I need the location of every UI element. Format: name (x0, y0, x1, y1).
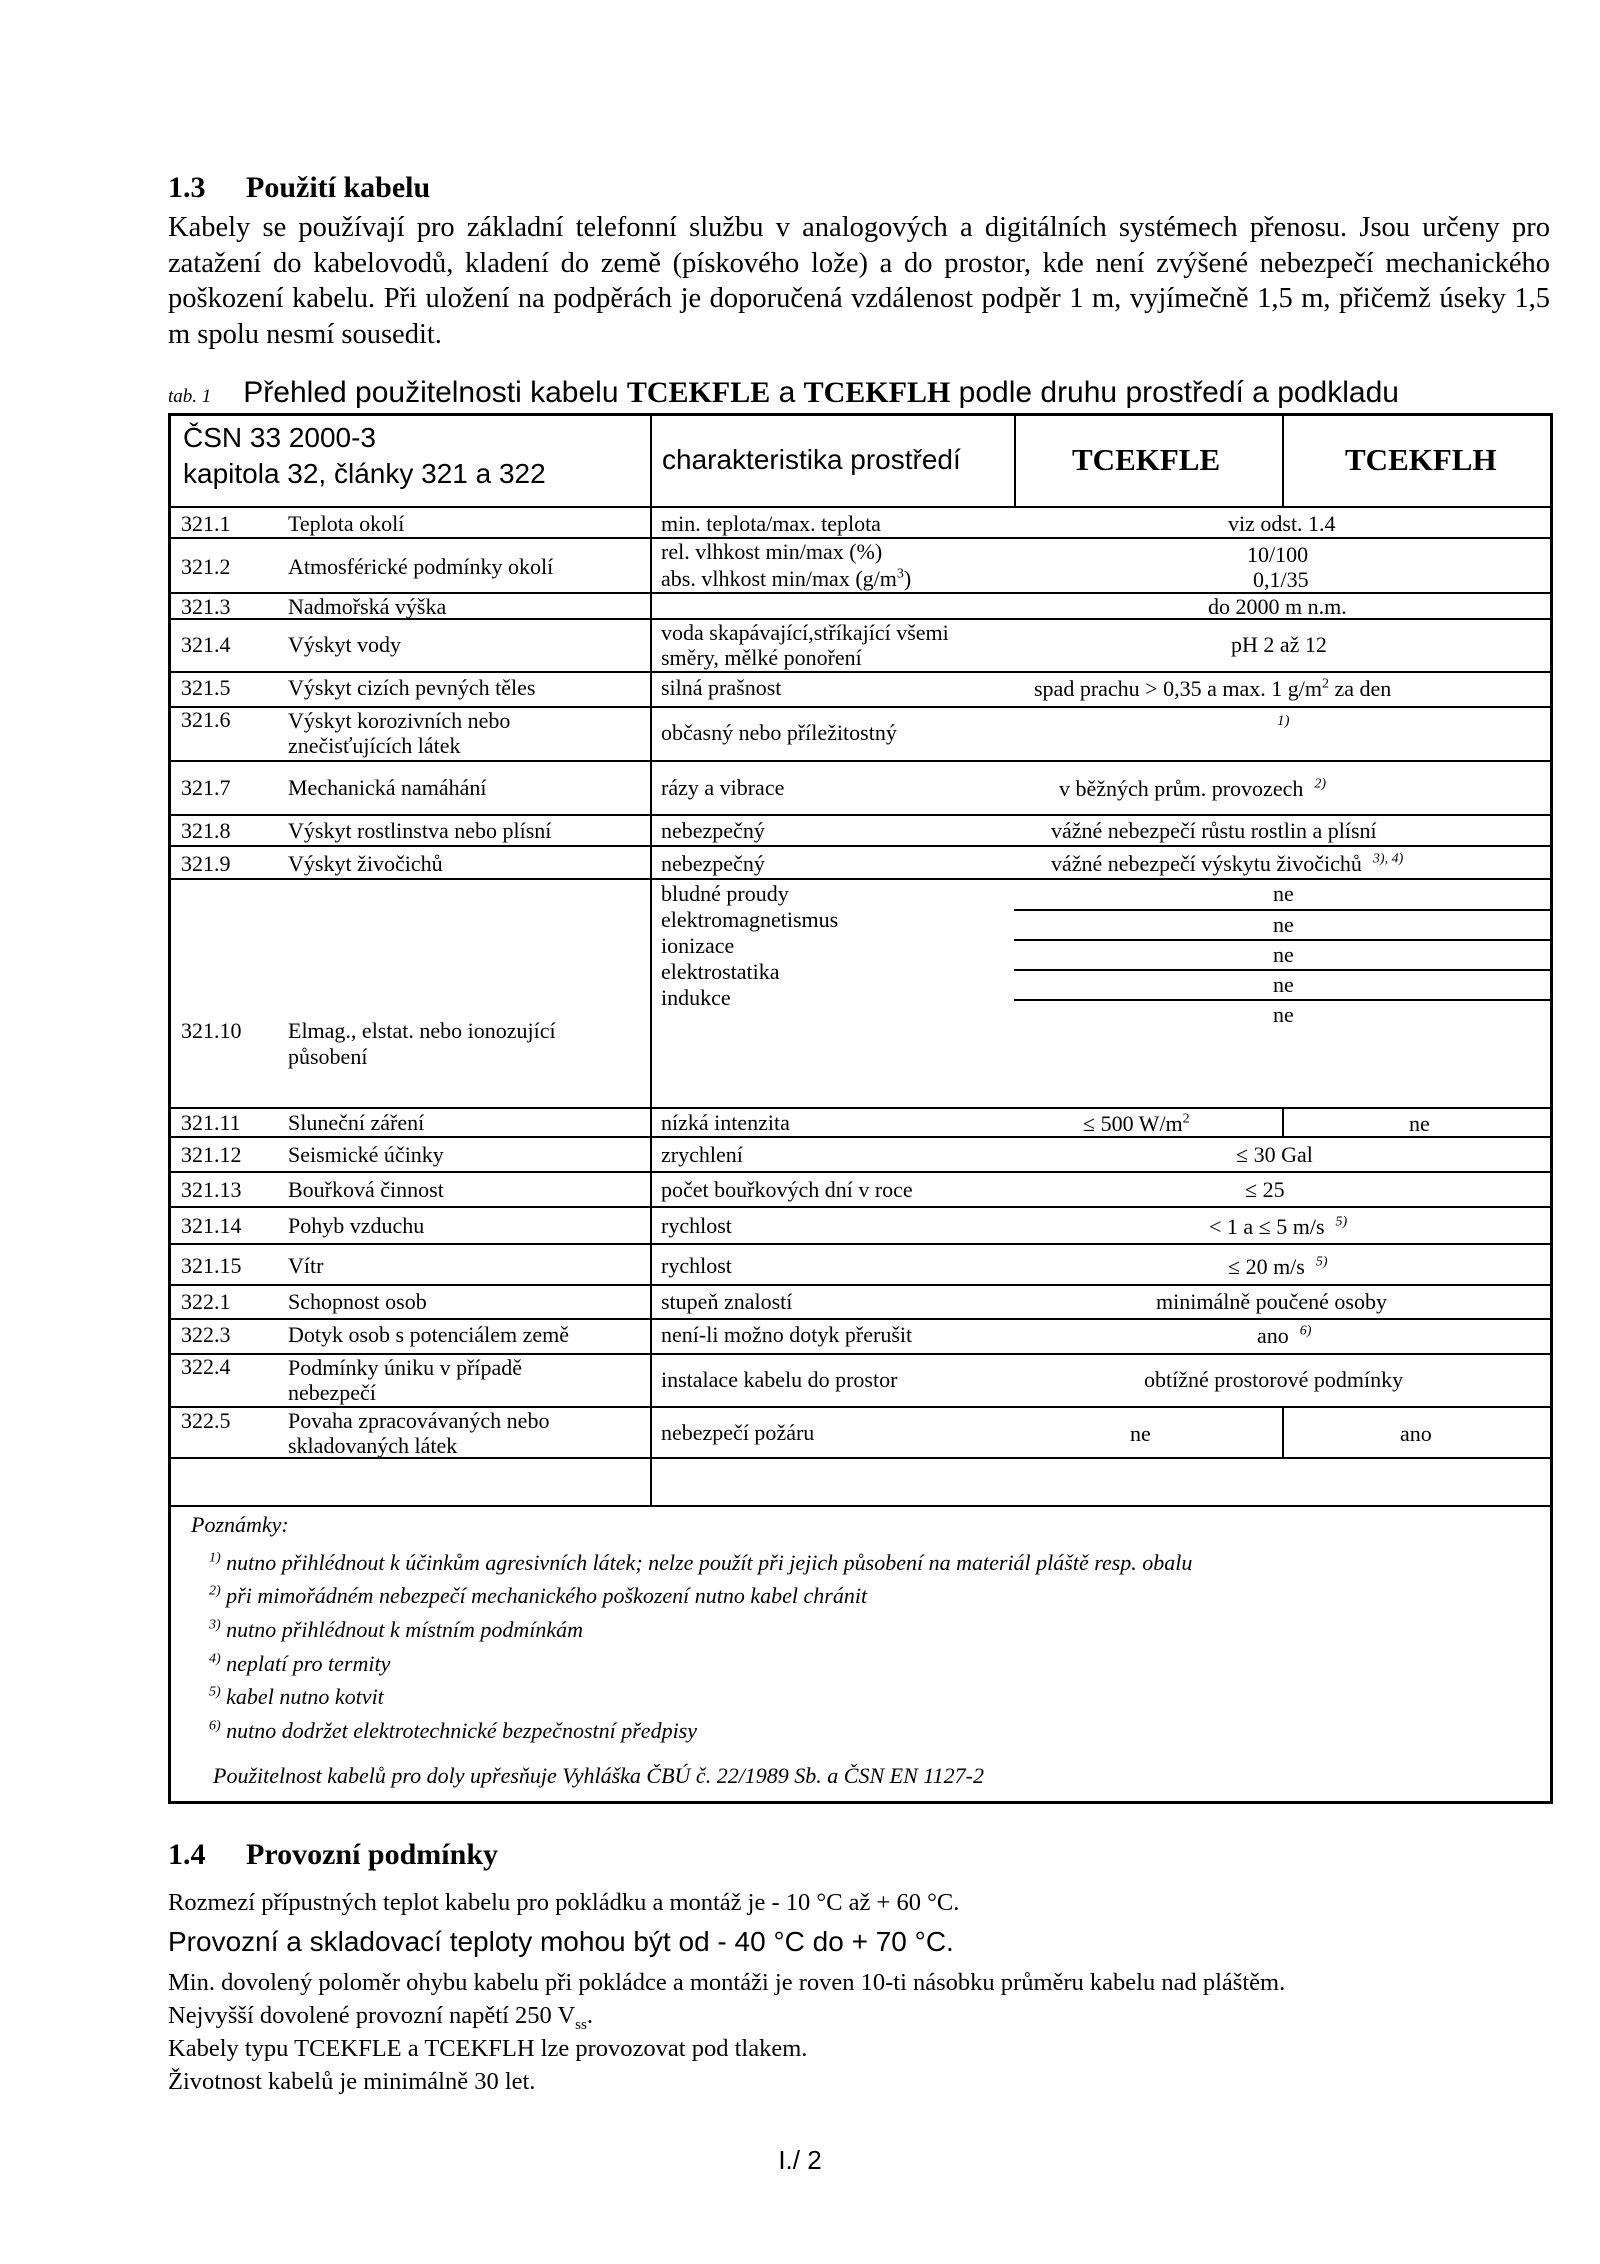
row-characteristic: rychlost (661, 1253, 732, 1278)
row-characteristic-item: indukce (661, 985, 731, 1010)
row-code: 321.13 (181, 1177, 242, 1202)
caption-text-end: podle druhu prostředí a podkladu (950, 376, 1399, 409)
row-characteristic: instalace kabelu do prostor (661, 1367, 898, 1392)
paragraph-temperature-operating: Provozní a skladovací teploty mohou být od - 40 °C do + 70 °C. (168, 1926, 954, 1957)
row-characteristic: nebezpečný (661, 818, 765, 843)
row-code: 321.3 (181, 594, 231, 619)
row-name-b: skladovaných látek (288, 1433, 458, 1458)
row-code: 321.5 (181, 675, 231, 700)
row-name: Teplota okolí (288, 511, 405, 536)
row-value: ≤ 25 (1245, 1177, 1285, 1202)
row-value-a: 10/100 (1247, 542, 1309, 567)
row-value: v běžných prům. provozech $^{2)}$ (1059, 776, 1327, 801)
row-value: viz odst. 1.4 (1228, 511, 1336, 536)
paragraph-temperature-install: Rozmezí přípustných teplot kabelu pro pokládku a montáž je - 10 °C až + 60 °C. (168, 1889, 960, 1916)
row-value-item: ne (1273, 881, 1294, 906)
row-name: Bouřková činnost (288, 1177, 444, 1202)
row-value-footnote: 1) (1277, 713, 1290, 729)
usage-table (168, 413, 1553, 1804)
row-value-tcekflh: ano (1400, 1421, 1432, 1446)
row-name-b: nebezpečí (288, 1380, 376, 1405)
row-name-a: Podmínky úniku v případě (288, 1355, 523, 1380)
header-tcekfle: TCEKFLE (1072, 442, 1221, 477)
row-code: 321.1 (181, 511, 231, 536)
paragraph-bend-radius: Min. dovolený poloměr ohybu kabelu při pokládce a montáži je roven 10-ti násobku průměru kabelu nad pláštěm. (168, 1969, 1286, 1996)
section-heading-1-3 (168, 170, 430, 206)
row-name: Vítr (288, 1253, 324, 1278)
row-code: 322.4 (181, 1354, 231, 1379)
row-code: 322.5 (181, 1408, 231, 1433)
row-code: 321.2 (181, 554, 231, 579)
table-label: tab. 1 (168, 386, 212, 407)
row-value: do 2000 m n.m. (1208, 594, 1347, 619)
paragraph-voltage: Nejvyšší dovolené provozní napětí 250 $V_{ss}$. (168, 2002, 593, 2033)
row-value: ≤ 20 m/s $^{5)}$ (1228, 1254, 1328, 1279)
row-code: 322.3 (181, 1322, 231, 1347)
notes-title: Poznámky: (191, 1512, 289, 1537)
note-item: $^{1)}$ nutno přihlédnout k účinkům agresivních látek; nelze použít při jejich působení na materiál pláště resp. obalu (209, 1550, 1193, 1575)
row-code: 322.1 (181, 1289, 231, 1314)
row-name: Sluneční záření (288, 1110, 425, 1135)
header-standard-line2: kapitola 32, články 321 a 322 (183, 458, 546, 489)
row-value-item: ne (1273, 912, 1294, 937)
row-characteristic-item: elektromagnetismus (661, 907, 839, 932)
row-value-tcekflh: ne (1409, 1111, 1430, 1136)
row-characteristic: nebezpečí požáru (661, 1420, 815, 1445)
row-name: Výskyt cizích pevných těles (288, 675, 536, 700)
row-characteristic: stupeň znalostí (661, 1289, 793, 1314)
row-characteristic: není-li možno dotyk přerušit (661, 1322, 913, 1347)
paragraph-lifetime: Životnost kabelů je minimálně 30 let. (168, 2068, 536, 2095)
page-number: I./ 2 (778, 2145, 822, 2175)
row-characteristic: rychlost (661, 1213, 732, 1238)
row-characteristic: zrychlení (661, 1142, 743, 1167)
note-item: $^{5)}$ kabel nutno kotvit (209, 1684, 384, 1709)
row-value-item: ne (1273, 972, 1294, 997)
row-code: 321.14 (181, 1213, 242, 1238)
row-value-tcekfle: ≤ 500 $W/m^2$ (1083, 1111, 1190, 1136)
row-characteristic-item: ionizace (661, 933, 735, 958)
row-value: spad prachu > 0,35 a max. 1 $g/m^2$ za den (1034, 676, 1392, 701)
row-characteristic: rázy a vibrace (661, 775, 785, 800)
caption-cable-1: TCEKFLE (626, 376, 771, 409)
row-characteristic-item: elektrostatika (661, 959, 780, 984)
row-value: ≤ 30 Gal (1236, 1142, 1313, 1167)
caption-and: a (770, 376, 804, 409)
row-name: Pohyb vzduchu (288, 1213, 425, 1238)
row-value-tcekfle: ne (1130, 1421, 1151, 1446)
row-name-b: znečisťujících látek (288, 733, 461, 758)
row-characteristic-item: bludné proudy (661, 881, 789, 906)
row-characteristic: nízká intenzita (661, 1110, 790, 1135)
row-name: Mechanická namáhání (288, 775, 487, 800)
section-number: 1.4 (168, 1838, 206, 1871)
row-name-a: Výskyt korozivních nebo (288, 708, 511, 733)
row-name: Výskyt živočichů (288, 851, 443, 876)
notes-footer: Použitelnost kabelů pro doly upřesňuje Vyhláška ČBÚ č. 22/1989 Sb. a ČSN EN 1127-2 (213, 1763, 984, 1788)
row-characteristic: min. teplota/max. teplota (661, 511, 881, 536)
header-characteristic: charakteristika prostředí (662, 444, 961, 475)
row-characteristic-a: rel. vlhkost min/max (%) (661, 539, 883, 564)
row-characteristic-b: směry, mělké ponoření (661, 645, 862, 670)
row-name: Nadmořská výška (288, 594, 447, 619)
row-name: Dotyk osob s potenciálem země (288, 1322, 570, 1347)
note-item: $^{6)}$ nutno dodržet elektrotechnické bezpečnostní předpisy (209, 1718, 698, 1743)
row-value: vážné nebezpečí výskytu živočichů $^{3), 4)}$ (1051, 851, 1404, 876)
row-characteristic: občasný nebo příležitostný (661, 720, 897, 745)
note-item: $^{3)}$ nutno přihlédnout k místním podmínkám (209, 1617, 584, 1642)
section-heading-1-4 (168, 1837, 498, 1873)
caption-cable-2: TCEKFLH (803, 376, 951, 409)
note-item: $^{2)}$ při mimořádném nebezpečí mechanického poškození nutno kabel chránit (209, 1583, 868, 1608)
row-name: Výskyt rostlinstva nebo plísní (288, 818, 552, 843)
row-code: 321.6 (181, 707, 231, 732)
row-value: pH 2 až 12 (1231, 632, 1327, 657)
section-number: 1.3 (168, 171, 206, 204)
row-characteristic-a: voda skapávající,stříkající všemi (661, 620, 949, 645)
row-code: 321.4 (181, 632, 231, 657)
row-name: Výskyt vody (288, 632, 402, 657)
row-name: Seismické účinky (288, 1142, 444, 1167)
note-item: $^{4)}$ neplatí pro termity (209, 1651, 391, 1676)
row-name: Atmosférické podmínky okolí (288, 554, 554, 579)
row-code: 321.12 (181, 1142, 242, 1167)
row-characteristic: nebezpečný (661, 851, 765, 876)
row-name-b: působení (288, 1044, 368, 1069)
section-title: Použití kabelu (246, 171, 431, 204)
row-name-a: Povaha zpracovávaných nebo (288, 1408, 550, 1433)
row-value-b: 0,1/35 (1253, 567, 1309, 592)
table-caption (168, 376, 1399, 414)
row-value-item: ne (1273, 942, 1294, 967)
row-name: Schopnost osob (288, 1289, 427, 1314)
row-value: vážné nebezpečí růstu rostlin a plísní (1051, 818, 1377, 843)
row-value-item: ne (1273, 1002, 1294, 1027)
row-code: 321.15 (181, 1253, 242, 1278)
caption-text: Přehled použitelnosti kabelu (243, 376, 627, 409)
row-characteristic: silná prašnost (661, 675, 782, 700)
row-value: ano $^{6)}$ (1257, 1323, 1312, 1348)
row-code: 321.7 (181, 775, 231, 800)
row-value: obtížné prostorové podmínky (1144, 1367, 1404, 1392)
row-characteristic-b: abs. vlhkost min/max $(g/m^3)$ (661, 566, 912, 591)
header-standard-line1: ČSN 33 2000-3 (183, 422, 377, 453)
row-characteristic: počet bouřkových dní v roce (661, 1177, 913, 1202)
header-tcekflh: TCEKFLH (1345, 442, 1497, 477)
row-code: 321.8 (181, 818, 231, 843)
intro-paragraph: Kabely se používají pro základní telefonní službu v analogových a digitálních systémech přenosu. Jsou určeny pro zatažení do kabelovodů, kladení do země (pískového lože) a do prostor, kde není zvýšené nebezpečí mechanického poškození kabelu. Při uložení na podpěrách je doporučená vzdálenost podpěr 1 m, vyjímečně 1,5 m, přičemž úseky 1,5 m spolu nesmí sousedit. (168, 212, 1550, 350)
row-code: 321.10 (181, 1018, 242, 1043)
row-value: minimálně poučené osoby (1156, 1289, 1387, 1314)
paragraph-pressure: Kabely typu TCEKFLE a TCEKFLH lze provozovat pod tlakem. (168, 2035, 808, 2062)
row-code: 321.11 (181, 1110, 241, 1135)
row-name-a: Elmag., elstat. nebo ionozující (288, 1018, 556, 1043)
row-code: 321.9 (181, 851, 231, 876)
section-title: Provozní podmínky (246, 1838, 498, 1871)
row-value: < 1 a ≤ 5 m/s $^{5)}$ (1209, 1214, 1348, 1239)
